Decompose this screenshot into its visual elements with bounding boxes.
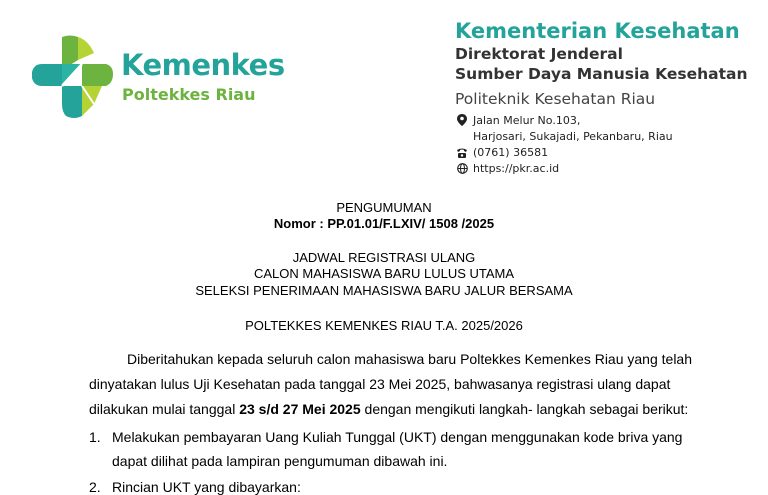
paragraph-line-3	[89, 401, 688, 417]
list-item-1-number: 1.	[89, 429, 101, 445]
logo-name: Kemenkes	[121, 48, 285, 82]
registration-dates: 23 s/d 27 Mei 2025	[239, 401, 361, 417]
academic-year-line: POLTEKKES KEMENKES RIAU T.A. 2025/2026	[245, 318, 523, 333]
address-row-2	[455, 128, 765, 144]
directorate-line-1: Direktorat Jenderal	[455, 45, 623, 63]
ministry-name: Kementerian Kesehatan	[455, 19, 740, 43]
title-line-3: SELEKSI PENERIMAAN MAHASISWA BARU JALUR BERSAMA	[195, 283, 573, 298]
address-row	[455, 112, 765, 128]
paragraph-line-3-post: dengan mengikuti langkah- langkah sebagai berikut:	[360, 401, 689, 417]
phone-icon	[455, 146, 469, 158]
letterhead	[455, 18, 765, 176]
list-item-2-number: 2.	[89, 479, 101, 495]
paragraph-line-1: Diberitahukan kepada seluruh calon mahasiswa baru Poltekkes Kemenkes Riau yang telah	[127, 351, 692, 367]
paragraph-line-2: dinyatakan lulus Uji Kesehatan pada tanggal 23 Mei 2025, bahwasanya registrasi ulang dapat	[89, 376, 671, 392]
institution-name: Politeknik Kesehatan Riau	[455, 90, 656, 108]
list-item-2-line-1: Rincian UKT yang dibayarkan:	[112, 479, 301, 495]
announcement-heading: PENGUMUMAN	[336, 200, 432, 215]
paragraph-line-3-pre: dilakukan mulai tanggal	[89, 401, 240, 417]
location-pin-icon	[455, 114, 469, 126]
list-item-1-line-1: Melakukan pembayaran Uang Kuliah Tunggal (UKT) dengan menggunakan kode briva yang	[112, 429, 683, 445]
address-line-2: Harjosari, Sukajadi, Pekanbaru, Riau	[473, 129, 673, 143]
website-url[interactable]: https://pkr.ac.id	[473, 161, 560, 175]
phone-row	[455, 144, 765, 160]
logo-subtitle: Poltekkes Riau	[122, 85, 256, 104]
list-item-1-line-2: dapat dilihat pada lampiran pengumuman dibawah ini.	[112, 453, 448, 469]
website-row	[455, 160, 765, 176]
title-line-2: CALON MAHASISWA BARU LULUS UTAMA	[253, 266, 515, 281]
address-line-1: Jalan Melur No.103,	[473, 113, 581, 127]
phone-number: (0761) 36581	[473, 145, 549, 159]
globe-icon	[455, 162, 469, 174]
announcement-number: Nomor : PP.01.01/F.LXIV/ 1508 /2025	[273, 216, 495, 231]
title-line-1: JADWAL REGISTRASI ULANG	[292, 250, 476, 265]
directorate-line-2: Sumber Daya Manusia Kesehatan	[455, 65, 748, 83]
kemenkes-logo-icon	[32, 34, 114, 120]
